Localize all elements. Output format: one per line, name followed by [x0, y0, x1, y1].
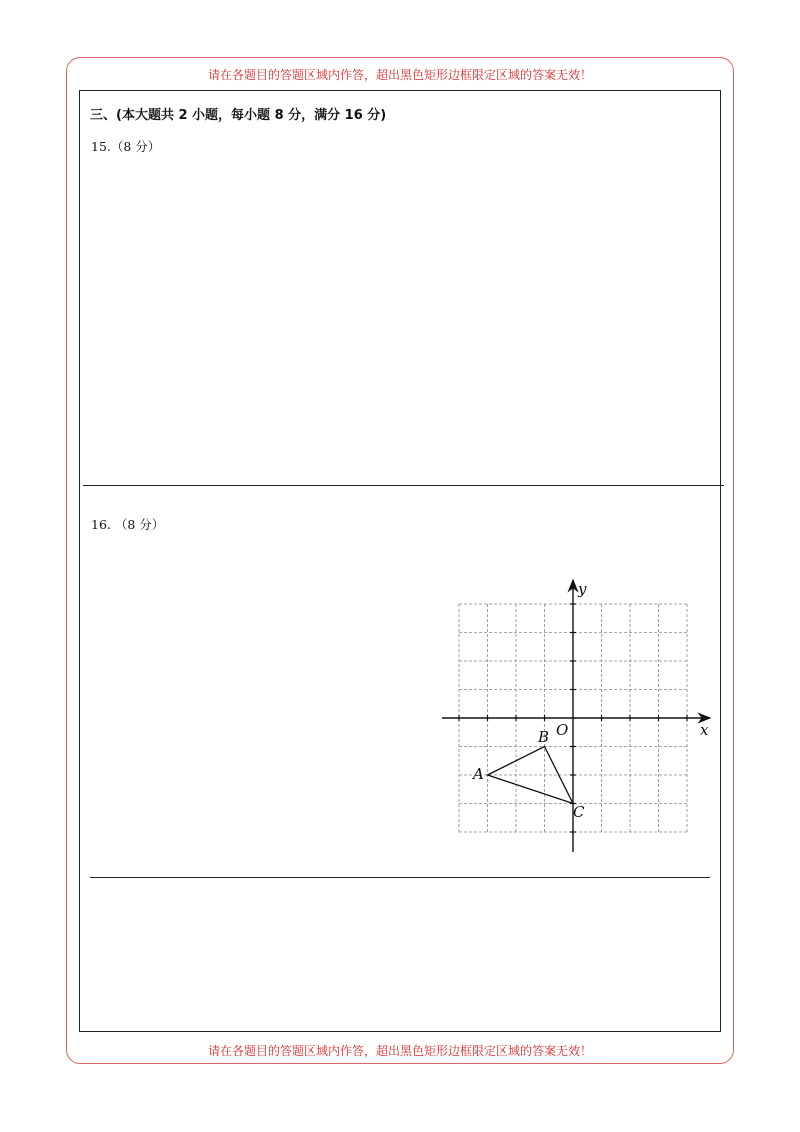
point-b-label: B: [538, 728, 550, 746]
question-16-label: 16. （8 分）: [91, 517, 165, 532]
warning-bottom: 请在各题目的答题区域内作答，超出黑色矩形边框限定区域的答案无效！: [207, 1044, 592, 1058]
x-axis-label: x: [700, 721, 709, 739]
y-axis-label: y: [578, 580, 587, 598]
coordinate-grid-figure: [430, 570, 720, 860]
origin-label: O: [556, 721, 569, 739]
point-a-label: A: [473, 765, 484, 783]
point-c-label: C: [573, 803, 585, 821]
question-divider: [83, 485, 724, 486]
section-heading: 三、(本大题共 2 小题，每小题 8 分，满分 16 分): [90, 108, 387, 123]
warning-top: 请在各题目的答题区域内作答，超出黑色矩形边框限定区域的答案无效！: [207, 68, 592, 82]
question-15-label: 15.（8 分）: [91, 139, 161, 154]
answer-box: [79, 90, 721, 1032]
answer-line: [90, 877, 710, 878]
